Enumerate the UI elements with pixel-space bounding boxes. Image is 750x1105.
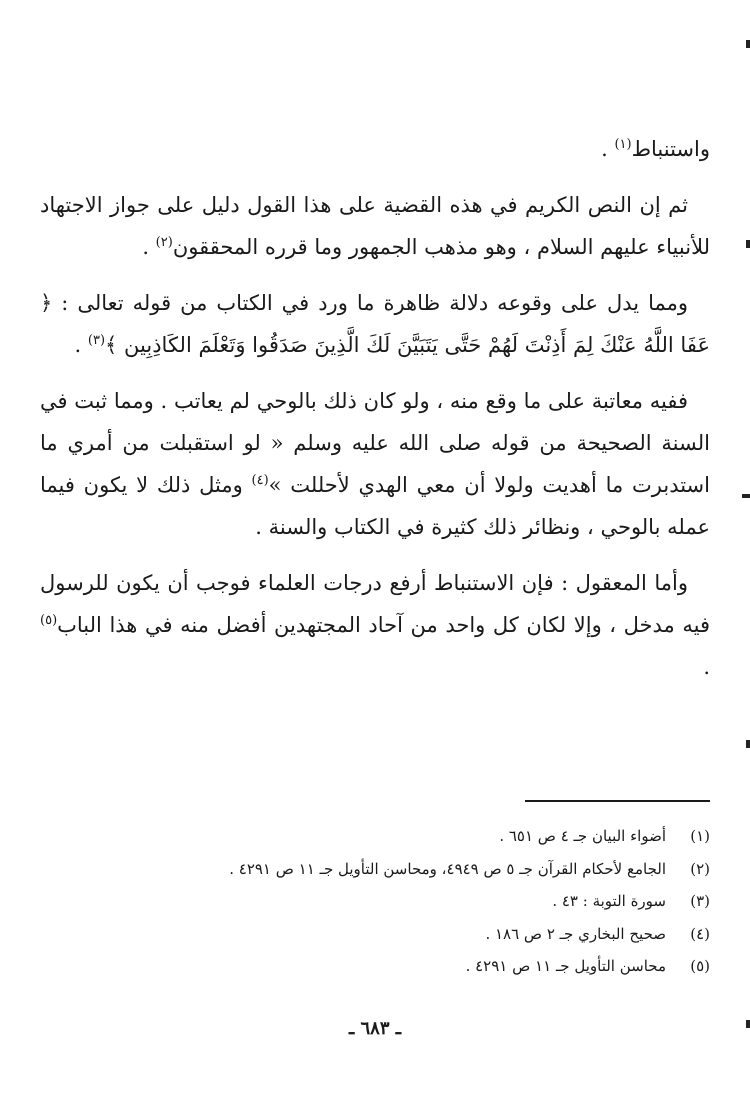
paragraph-text: . (703, 655, 710, 679)
scan-edge-mark (746, 240, 750, 248)
footnote-text: سورة التوبة : ٤٣ . (552, 892, 666, 910)
footnote-text: أضواء البيان جـ ٤ ص ٦٥١ . (499, 827, 666, 845)
footnotes (40, 820, 710, 983)
footnote-item (40, 918, 710, 951)
paragraph-text: واستنباط (631, 137, 710, 161)
scan-edge-mark (746, 1020, 750, 1028)
scan-edge-mark (746, 40, 750, 48)
paragraph-text: وأما المعقول : فإن الاستنباط أرفع درجات العلماء فوجب أن يكون للرسول فيه مدخل ، وإلا لكان كل واحد من آحاد المجتهدين أفضل منه في هذا الباب (40, 571, 710, 637)
page-number: ـ ٦٨٣ ـ (348, 1018, 402, 1039)
main-text (40, 128, 710, 702)
paragraph-4 (40, 380, 710, 548)
footnote-number: (٢) (690, 859, 710, 878)
footnote-item (40, 950, 710, 983)
footnote-item (40, 820, 710, 853)
footnote-number: (٣) (690, 892, 710, 910)
paragraph-text: ففيه معاتبة على ما وقع منه ، ولو كان ذلك بالوحي لم يعاتب . ومما ثبت في السنة الصحيحة من قوله صلى الله عليه وسلم « لو استقبلت من أمري ما استدبرت ما أهديت ولولا أن معي الهدي لأحللت » (40, 389, 710, 497)
paragraph-1 (40, 128, 710, 170)
paragraph-text: ثم إن النص الكريم في هذه القضية على هذا القول دليل على جواز الاجتهاد للأنبياء عليهم السلام ، وهو مذهب الجمهور وما قرره المحققون (40, 193, 710, 259)
scan-edge-mark (742, 494, 750, 498)
paragraph-text: . (601, 137, 615, 161)
footnote-item (40, 853, 710, 886)
footnote-ref: (٤) (251, 473, 269, 488)
paragraph-text: . (74, 333, 88, 357)
footnote-ref: (٣) (87, 333, 106, 348)
footnote-ref: (٥) (40, 613, 58, 628)
footnote-ref: (١) (614, 137, 632, 152)
footnote-number: (٥) (690, 957, 710, 975)
paragraph-3 (40, 282, 710, 366)
paragraph-text: . (142, 235, 156, 259)
footnote-item (40, 885, 710, 918)
scan-edge-mark (746, 740, 750, 748)
paragraph-2 (40, 184, 710, 268)
footnote-separator (525, 800, 710, 802)
paragraph-5 (40, 562, 710, 688)
footnote-number: (١) (690, 827, 710, 845)
paragraph-text: ومثل ذلك لا يكون فيما عمله بالوحي ، ونظائر ذلك كثيرة في الكتاب والسنة . (40, 473, 710, 539)
paragraph-text: ومما يدل على وقوعه دلالة ظاهرة ما ورد في الكتاب من قوله تعالى : ﴿ عَفَا اللَّهُ عَنْكَ لِمَ أَذِنْتَ لَهُمْ حَتَّى يَتَبَيَّنَ لَكَ الَّذِينَ صَدَقُوا وَتَعْلَمَ الكَاذِبِين ﴾ (40, 291, 710, 357)
footnote-text: صحيح البخاري جـ ٢ ص ١٨٦ . (485, 924, 666, 943)
footnote-ref: (٢) (155, 235, 173, 250)
footnote-text: محاسن التأويل جـ ١١ ص ٤٢٩١ . (465, 957, 666, 975)
footnote-text: الجامع لأحكام القرآن جـ ٥ ص ٤٩٤٩، ومحاسن التأويل جـ ١١ ص ٤٢٩١ . (229, 859, 666, 878)
footnote-number: (٤) (690, 924, 710, 943)
